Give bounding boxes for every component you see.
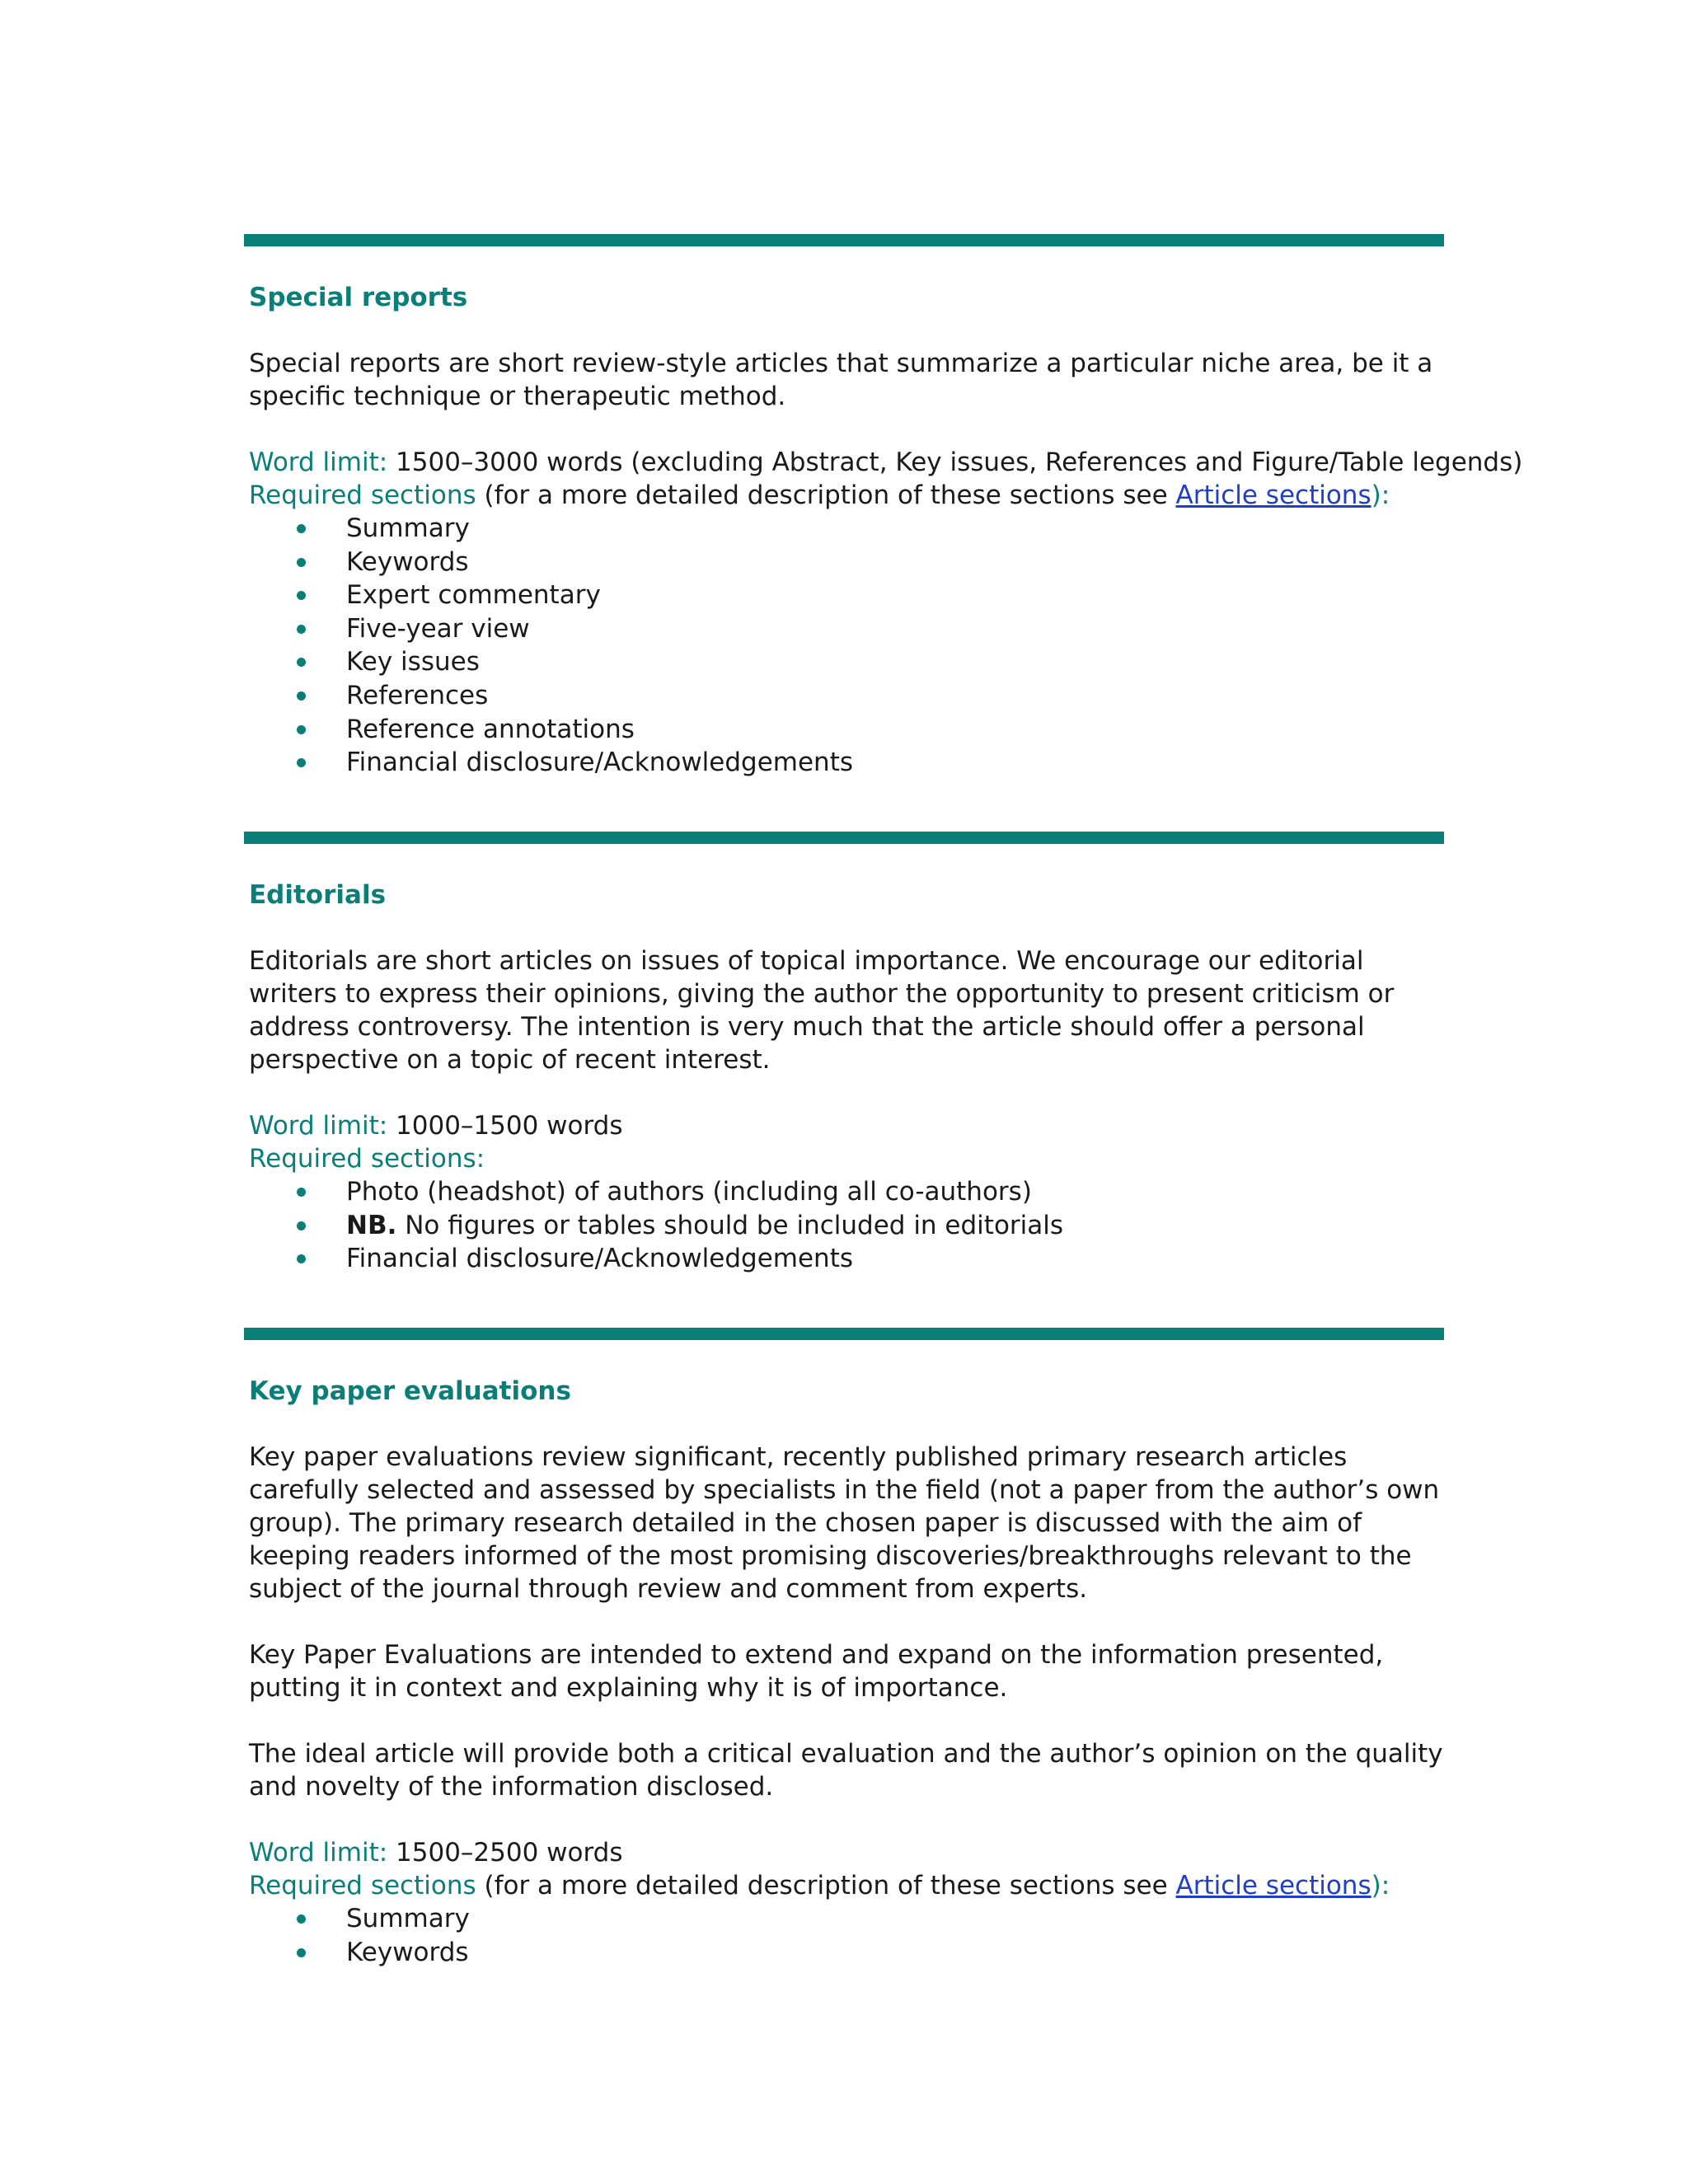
word-limit-label: Word limit: bbox=[249, 1111, 388, 1141]
required-sections-list bbox=[244, 1175, 1444, 1276]
required-sections-label: Required sections bbox=[249, 480, 476, 510]
required-sections-end: ): bbox=[1371, 480, 1390, 510]
required-sections-label: Required sections bbox=[249, 1871, 476, 1900]
list-item-text: Photo (headshot) of authors (including all co-authors) bbox=[346, 1177, 1032, 1207]
bullet-icon bbox=[297, 1221, 306, 1230]
section-meta bbox=[249, 1109, 1444, 1175]
list-item bbox=[244, 746, 1444, 780]
list-item bbox=[244, 579, 1444, 612]
required-sections-text: (for a more detailed description of these sections see bbox=[476, 480, 1176, 510]
section-editorials bbox=[244, 832, 1444, 1276]
list-item-text: Keywords bbox=[346, 546, 469, 577]
word-limit-value: 1000–1500 words bbox=[387, 1111, 623, 1141]
required-sections-line bbox=[249, 1869, 1444, 1902]
list-item bbox=[244, 612, 1444, 646]
list-item-text: Financial disclosure/Acknowledgements bbox=[346, 1244, 854, 1274]
bullet-icon bbox=[297, 524, 306, 533]
section-divider bbox=[244, 832, 1444, 844]
bullet-icon bbox=[297, 1254, 306, 1263]
required-sections-label: Required sections: bbox=[249, 1144, 485, 1174]
word-limit-line bbox=[249, 446, 1523, 479]
section-meta bbox=[249, 446, 1523, 512]
list-item bbox=[244, 1209, 1444, 1243]
required-sections-list bbox=[244, 1902, 1444, 1969]
bullet-icon bbox=[297, 691, 306, 701]
list-item bbox=[244, 713, 1444, 747]
word-limit-value: 1500–3000 words (excluding Abstract, Key issues, References and Figure/Table legends) bbox=[387, 448, 1523, 477]
bullet-icon bbox=[297, 1188, 306, 1197]
list-item-text: Summary bbox=[346, 1904, 470, 1933]
word-limit-line bbox=[249, 1836, 1444, 1869]
list-item bbox=[244, 1902, 1444, 1936]
bullet-icon bbox=[297, 758, 306, 767]
section-divider bbox=[244, 1328, 1444, 1340]
list-item bbox=[244, 679, 1444, 713]
bullet-icon bbox=[297, 658, 306, 667]
list-item-text: References bbox=[346, 680, 489, 710]
list-item-text: Summary bbox=[346, 513, 470, 543]
list-item bbox=[244, 1242, 1444, 1276]
list-item-text: Financial disclosure/Acknowledgements bbox=[346, 748, 854, 778]
section-heading: Special reports bbox=[249, 283, 468, 312]
required-sections-list bbox=[244, 512, 1444, 780]
section-paragraph: The ideal article will provide both a critical evaluation and the author’s opinion on the quality and novelty of the information disclosed. bbox=[249, 1739, 1443, 1802]
nb-label: NB. bbox=[346, 1210, 397, 1240]
list-item-text: Keywords bbox=[346, 1937, 469, 1967]
list-item bbox=[244, 1175, 1444, 1209]
bullet-icon bbox=[297, 625, 306, 634]
required-sections-end: ): bbox=[1371, 1871, 1390, 1900]
required-sections-text: (for a more detailed description of these sections see bbox=[476, 1871, 1176, 1900]
section-special-reports bbox=[244, 234, 1523, 780]
bullet-icon bbox=[297, 558, 306, 567]
required-sections-line bbox=[249, 479, 1444, 512]
section-meta bbox=[249, 1836, 1444, 1902]
section-paragraph: Special reports are short review-style articles that summarize a particular niche area, be it a specific technique or therapeutic method. bbox=[249, 349, 1433, 411]
word-limit-label: Word limit: bbox=[249, 1838, 388, 1868]
list-item bbox=[244, 512, 1444, 546]
list-item-text: Five-year view bbox=[346, 613, 530, 644]
list-item-text: Key issues bbox=[346, 647, 480, 677]
section-divider bbox=[244, 234, 1444, 246]
section-heading: Key paper evaluations bbox=[249, 1376, 571, 1406]
list-item-text: Expert commentary bbox=[346, 580, 601, 611]
bullet-icon bbox=[297, 725, 306, 734]
word-limit-line bbox=[249, 1109, 1444, 1142]
bullet-icon bbox=[297, 1915, 306, 1924]
list-item bbox=[244, 645, 1444, 679]
list-item-text: Reference annotations bbox=[346, 714, 635, 744]
section-paragraph: Editorials are short articles on issues of topical importance. We encourage our editorial writers to express their opinions, giving the author the opportunity to present criticism or address controversy. The intention is very much that the article should offer a personal perspective on a topic of recent interest. bbox=[249, 946, 1395, 1075]
list-item bbox=[244, 1936, 1444, 1970]
word-limit-value: 1500–2500 words bbox=[387, 1838, 623, 1868]
section-heading: Editorials bbox=[249, 880, 387, 910]
section-paragraph: Key paper evaluations review significant, recently published primary research articles carefully selected and assessed by specialists in the field (not a paper from the author’s own group). The primary research detailed in the chosen paper is discussed with the aim of keeping readers informed of the most promising discoveries/breakthroughs relevant to the subject of the journal through review and comment from experts. bbox=[249, 1442, 1440, 1604]
required-sections-line bbox=[249, 1142, 1444, 1175]
section-key-paper-evaluations bbox=[244, 1328, 1444, 1969]
list-item-text: No figures or tables should be included in editorials bbox=[405, 1210, 1064, 1240]
article-sections-link[interactable]: Article sections bbox=[1175, 480, 1372, 510]
bullet-icon bbox=[297, 1948, 306, 1957]
article-sections-link[interactable]: Article sections bbox=[1175, 1871, 1372, 1900]
word-limit-label: Word limit: bbox=[249, 448, 388, 477]
section-paragraph: Key Paper Evaluations are intended to extend and expand on the information presented, putting it in context and explaining why it is of importance. bbox=[249, 1640, 1384, 1703]
bullet-icon bbox=[297, 591, 306, 600]
list-item bbox=[244, 546, 1444, 579]
